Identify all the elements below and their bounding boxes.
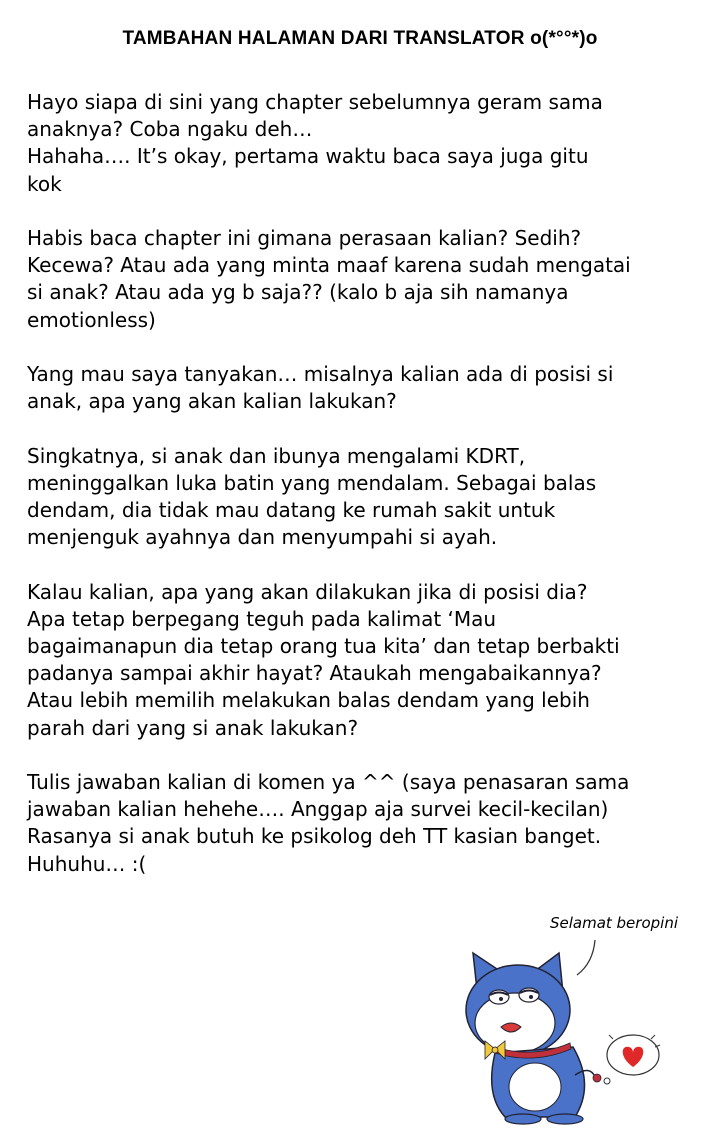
- text-line: Hayo siapa di sini yang chapter sebelumnya geram sama: [27, 90, 603, 114]
- paragraph-4: [27, 443, 707, 552]
- text-line: Yang mau saya tanyakan… misalnya kalian ada di posisi si: [27, 362, 614, 386]
- text-line: parah dari yang si anak lakukan?: [27, 715, 359, 740]
- text-line: menjenguk ayahnya dan menyumpahi si ayah.: [27, 525, 498, 550]
- translator-note: [27, 89, 707, 905]
- paragraph-6: [27, 769, 707, 878]
- text-line: dendam, dia tidak mau datang ke rumah sakit untuk: [27, 498, 556, 522]
- text-line: Singkatnya, si anak dan ibunya mengalami KDRT,: [27, 443, 526, 468]
- text-line: Huhuhu… :(: [27, 851, 147, 876]
- paragraph-3: [27, 361, 707, 415]
- text-line: emotionless): [27, 307, 156, 332]
- text-line: Apa tetap berpegang teguh pada kalimat ‘Mau: [27, 606, 497, 631]
- speech-line: [577, 940, 595, 975]
- text-line: anaknya? Coba ngaku deh…: [27, 117, 313, 142]
- text-line: kok: [27, 171, 62, 196]
- page-title: TAMBAHAN HALAMAN DARI TRANSLATOR o(*°°*)o: [122, 28, 598, 49]
- cat-belly: [509, 1063, 561, 1111]
- text-line: padanya sampai akhir hayat? Ataukah mengabaikannya?: [27, 661, 602, 686]
- paragraph-1: [27, 89, 707, 198]
- text-line: Atau lebih memilih melakukan balas dendam yang lebih: [27, 688, 590, 713]
- paragraph-5: [27, 579, 707, 742]
- text-line: anak, apa yang akan kalian lakukan?: [27, 389, 397, 414]
- text-line: meninggalkan luka batin yang mendalam. Sebagai balas: [27, 470, 597, 495]
- caption: Selamat beropini: [549, 914, 678, 932]
- text-line: si anak? Atau ada yg b saja?? (kalo b aja sih namanya: [27, 280, 569, 305]
- paragraph-2: [27, 225, 707, 334]
- text-line: Kecewa? Atau ada yang minta maaf karena sudah mengatai: [27, 253, 631, 278]
- text-line: bagaimanapun dia tetap orang tua kita’ dan tetap berbakti: [27, 634, 620, 658]
- text-line: Habis baca chapter ini gimana perasaan kalian? Sedih?: [27, 226, 582, 250]
- cartoon-cat-icon: [455, 935, 675, 1125]
- text-line: Hahaha…. It’s okay, pertama waktu baca saya juga gitu: [27, 144, 589, 169]
- text-line: Rasanya si anak butuh ke psikolog deh TT kasian banget.: [27, 824, 602, 849]
- text-line: Kalau kalian, apa yang akan dilakukan jika di posisi dia?: [27, 579, 588, 604]
- text-line: jawaban kalian hehehe…. Anggap aja survei kecil-kecilan): [27, 797, 609, 822]
- text-line: Tulis jawaban kalian di komen ya ^^ (saya penasaran sama: [27, 770, 630, 794]
